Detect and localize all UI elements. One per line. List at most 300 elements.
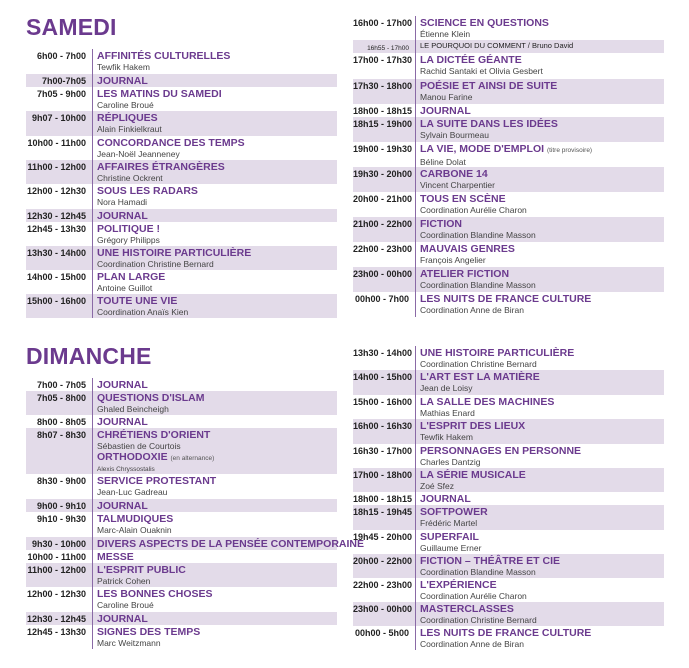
program-title-text: SOUS LES RADARS [97,185,198,197]
program-title [97,551,337,563]
program-info [415,505,664,530]
program-host: Coordination Christine Bernard [420,359,537,369]
time-slot: 15h00 - 16h00 [26,296,86,306]
program-note: (titre provisoire) [546,147,593,154]
program-title-text: L'ESPRIT PUBLIC [97,564,186,576]
program-host: Antoine Guillot [97,283,153,293]
program-title [97,50,337,62]
schedule-row [26,415,337,428]
time-slot: 12h45 - 13h30 [26,627,86,637]
program-info [92,474,337,499]
schedule-row [353,505,664,530]
program-host: Étienne Klein [420,29,471,39]
schedule-row [26,294,337,318]
program-host: Vincent Charpentier [420,180,495,190]
program-host: Charles Dantzig [420,457,481,467]
program-info [92,587,337,612]
program-info [92,270,337,294]
program-info [92,391,337,415]
schedule-row [26,160,337,184]
program-title [420,396,664,408]
program-host: Ghaled Beincheigh [97,404,169,414]
program-title-text: SUPERFAIL [420,531,479,543]
program-title-text: LES NUITS DE FRANCE CULTURE [420,627,592,639]
program-title-text: JOURNAL [97,210,148,222]
time-slot: 19h30 - 20h00 [353,169,413,179]
program-info [92,563,337,587]
schedule-row [353,530,664,554]
samedi-column-right [353,16,664,317]
time-slot: 7h00 - 7h05 [36,380,86,390]
schedule-row [353,117,664,142]
program-info [92,246,337,270]
program-host: Coordination Anne de Biran [420,305,524,315]
program-title [97,429,337,441]
program-info [415,16,664,40]
program-host: Jean de Loisy [420,383,473,393]
time-slot: 18h00 - 18h15 [353,494,413,504]
program-title [420,445,664,457]
program-title [97,247,337,259]
schedule-row [26,512,337,537]
program-title [97,564,337,576]
program-title [420,54,664,66]
samedi-title: SAMEDI [26,14,117,40]
time-slot: 15h00 - 16h00 [353,397,413,407]
program-host: Caroline Broué [97,100,154,110]
program-title [420,143,664,157]
program-info [415,602,664,626]
program-title-text: LES NUITS DE FRANCE CULTURE [420,293,592,305]
program-title [97,75,337,87]
program-title-text: UNE HISTOIRE PARTICULIÈRE [420,347,575,359]
program-host: Christine Ockrent [97,173,163,183]
program-title-text: L'EXPÉRIENCE [420,579,497,591]
program-title-text: DIVERS ASPECTS DE LA PENSÉE CONTEMPORAINE [97,538,365,550]
program-info [415,492,664,505]
schedule-row [26,209,337,222]
schedule-row [353,602,664,626]
program-info [415,217,664,242]
program-title-text: LA SÉRIE MUSICALE [420,469,526,481]
program-title [420,243,664,255]
schedule-row [353,16,664,40]
program-host: Tewfik Hakem [97,62,150,72]
time-slot: 22h00 - 23h00 [353,580,413,590]
schedule-row [353,626,664,650]
schedule-row [353,40,664,53]
schedule-row [26,474,337,499]
schedule-row [353,492,664,505]
program-info [92,428,337,474]
program-title [97,538,365,550]
program-title [420,627,664,639]
program-info [415,40,664,53]
program-title [97,513,337,525]
program-title [97,379,337,391]
program-host: Caroline Broué [97,600,154,610]
program-title [420,579,664,591]
program-host: Tewfik Hakem [420,432,473,442]
samedi-column-left [26,49,337,318]
program-host: Grégory Philipps [97,235,160,245]
time-slot: 14h00 - 15h00 [353,372,413,382]
time-slot: 17h00 - 18h00 [353,470,413,480]
program-title-text: LA SUITE DANS LES IDÉES [420,118,558,130]
program-title-text: JOURNAL [97,613,148,625]
time-slot: 16h00 - 17h00 [353,18,413,28]
schedule-row [26,563,337,587]
program-host: Marc-Alain Ouaknin [97,525,172,535]
program-info [415,117,664,142]
program-title-text: LA SALLE DES MACHINES [420,396,555,408]
program-info [92,222,337,246]
time-slot: 23h00 - 00h00 [353,604,413,614]
program-title [97,295,337,307]
program-title-alt [97,451,337,465]
program-title [420,105,664,117]
program-info [415,395,664,419]
program-host: Jean-Luc Gadreau [97,487,168,497]
schedule-row [26,74,337,87]
program-host: Frédéric Martel [420,518,478,528]
schedule-row [26,184,337,209]
program-title [97,88,337,100]
program-info [415,292,664,317]
dimanche-column-right [353,346,664,650]
program-title [97,416,337,428]
program-host: Manou Farine [420,92,473,102]
program-host: Sébastien de Courtois [97,441,181,451]
time-slot: 18h15 - 19h45 [353,507,413,517]
schedule-row [26,222,337,246]
program-host: Patrick Cohen [97,576,151,586]
program-info [92,499,337,512]
schedule-row [26,378,337,391]
program-title-text: LE POURQUOI DU COMMENT / Bruno David [420,41,574,50]
program-info [415,626,664,650]
program-title-text: RÉPLIQUES [97,112,158,124]
program-info [415,53,664,79]
program-host: Mathias Enard [420,408,475,418]
program-title-text: JOURNAL [420,493,471,505]
program-title-text: CARBONE 14 [420,168,488,180]
program-title-text: ATELIER FICTION [420,268,510,280]
time-slot: 20h00 - 21h00 [353,194,413,204]
program-title [97,588,337,600]
program-title-text: L'ART EST LA MATIÈRE [420,371,540,383]
program-title-text: AFFINITÉS CULTURELLES [97,50,231,62]
program-host: Alain Finkielkraut [97,124,162,134]
program-title-text: SOFTPOWER [420,506,488,518]
program-host: Coordination Blandine Masson [420,280,536,290]
program-title [97,475,337,487]
schedule-row [353,242,664,267]
program-info [415,242,664,267]
time-slot: 21h00 - 22h00 [353,219,413,229]
time-slot: 13h30 - 14h00 [26,248,86,258]
program-title-text: SERVICE PROTESTANT [97,475,217,487]
program-host: Coordination Blandine Masson [420,567,536,577]
program-host: Sylvain Bourmeau [420,130,489,140]
time-slot: 13h30 - 14h00 [353,348,413,358]
program-title-text: FICTION [420,218,462,230]
schedule-row [26,87,337,111]
time-slot: 16h30 - 17h00 [353,446,413,456]
program-info [92,87,337,111]
program-title-text: MASTERCLASSES [420,603,514,615]
program-title-text: LES BONNES CHOSES [97,588,213,600]
program-info [92,184,337,209]
program-title [420,493,664,505]
program-info [92,49,337,74]
program-host: François Angelier [420,255,486,265]
program-info [92,512,337,537]
program-title-text: POÉSIE ET AINSI DE SUITE [420,80,558,92]
program-info [92,136,337,160]
schedule-row [353,468,664,492]
schedule-row [353,104,664,117]
program-title-text: LES MATINS DU SAMEDI [97,88,222,100]
program-title-text: PERSONNAGES EN PERSONNE [420,445,582,457]
time-slot: 8h07 - 8h30 [36,430,86,440]
program-info [92,625,337,649]
program-title [97,613,337,625]
schedule-row [353,53,664,79]
program-title-text: JOURNAL [420,105,471,117]
program-title-text: LA DICTÉE GÉANTE [420,54,522,66]
schedule-row [353,142,664,167]
time-slot: 6h00 - 7h00 [36,51,86,61]
program-title [420,420,664,432]
program-host: Coordination Anne de Biran [420,639,524,649]
time-slot: 12h30 - 12h45 [26,211,86,221]
program-host-alt: Alexis Chryssostalis [97,466,155,473]
program-info [415,468,664,492]
program-title-text: FICTION – THÉÂTRE ET CIE [420,555,561,567]
program-title [97,626,337,638]
schedule-row [26,537,365,550]
program-info [92,378,337,391]
program-title-text: LA VIE, MODE D'EMPLOI [420,143,545,155]
time-slot: 12h00 - 12h30 [26,589,86,599]
time-slot: 10h00 - 11h00 [27,138,86,148]
program-title [97,112,337,124]
schedule-row [26,428,337,474]
schedule-row [353,346,664,370]
program-title [420,293,664,305]
program-title [420,80,664,92]
time-slot: 8h30 - 9h00 [36,476,86,486]
schedule-row [26,136,337,160]
time-slot: 12h45 - 13h30 [26,224,86,234]
schedule-row [353,395,664,419]
time-slot: 7h00-7h05 [41,76,86,86]
program-title-text: CONCORDANCE DES TEMPS [97,137,245,149]
schedule-row [353,79,664,104]
schedule-row [26,49,337,74]
schedule-row [353,444,664,468]
program-host: Guillaume Erner [420,543,482,553]
program-title-text: POLITIQUE ! [97,223,160,235]
program-title-text: AFFAIRES ÉTRANGÈRES [97,161,225,173]
time-slot: 19h00 - 19h30 [353,144,413,154]
program-host: Nora Hamadi [97,197,148,207]
schedule-row [353,370,664,395]
program-host: Zoé Sfez [420,481,455,491]
time-slot: 14h00 - 15h00 [26,272,86,282]
time-slot: 10h00 - 11h00 [27,552,86,562]
program-host: Coordination Aurélie Charon [420,591,527,601]
time-slot: 00h00 - 7h00 [354,294,409,304]
program-title [420,469,664,481]
schedule-row [353,419,664,444]
program-info [92,294,337,318]
time-slot: 20h00 - 22h00 [353,556,413,566]
program-title [97,161,337,173]
time-slot: 9h10 - 9h30 [36,514,86,524]
program-title [97,271,337,283]
dimanche-column-left [26,378,365,649]
time-slot: 22h00 - 23h00 [353,244,413,254]
program-info [415,79,664,104]
time-slot: 9h07 - 10h00 [31,113,86,123]
program-host: Coordination Blandine Masson [420,230,536,240]
program-title-text: SCIENCE EN QUESTIONS [420,17,549,29]
program-info [92,537,365,550]
program-title [420,17,664,29]
schedule-row [26,499,337,512]
time-slot: 7h05 - 8h00 [36,393,86,403]
program-title-text: TOUS EN SCÈNE [420,193,506,205]
program-title-text: JOURNAL [97,500,148,512]
schedule-row [26,111,337,136]
program-host: Coordination Aurélie Charon [420,205,527,215]
program-title-text: JOURNAL [97,416,148,428]
program-info [92,415,337,428]
program-title [420,218,664,230]
program-title [420,555,664,567]
program-title-text: CHRÉTIENS D'ORIENT [97,429,211,441]
program-title-text: TOUTE UNE VIE [97,295,178,307]
program-info [415,267,664,292]
program-title [420,603,664,615]
program-info [415,444,664,468]
program-host: Coordination Christine Bernard [97,259,214,269]
time-slot: 9h30 - 10h00 [31,539,86,549]
program-title [97,185,337,197]
program-info [92,550,337,563]
program-host: Rachid Santaki et Olivia Gesbert [420,66,543,76]
program-title-text: MESSE [97,551,134,563]
program-title [420,347,664,359]
schedule-row [353,554,664,578]
time-slot: 7h05 - 9h00 [36,89,86,99]
program-title [420,531,664,543]
schedule-row [26,625,337,649]
time-slot: 8h00 - 8h05 [36,417,86,427]
program-title-text: L'ESPRIT DES LIEUX [420,420,526,432]
time-slot: 19h45 - 20h00 [353,532,413,542]
program-info [415,142,664,167]
program-host: Marc Weitzmann [97,638,161,648]
program-info [92,160,337,184]
time-slot: 12h30 - 12h45 [26,614,86,624]
schedule-row [353,267,664,292]
program-title [420,193,664,205]
time-slot: 11h00 - 12h00 [27,565,86,575]
schedule-row [26,270,337,294]
program-title-text: TALMUDIQUES [97,513,174,525]
schedule-row [26,391,337,415]
dimanche-title: DIMANCHE [26,343,152,369]
program-title [97,500,337,512]
time-slot: 00h00 - 5h00 [354,628,409,638]
program-title-text: UNE HISTOIRE PARTICULIÈRE [97,247,252,259]
schedule-row [26,246,337,270]
program-info [415,578,664,602]
program-title [97,223,337,235]
program-title-alt-text: ORTHODOXIE [97,451,168,463]
program-host: Coordination Christine Bernard [420,615,537,625]
schedule-row [353,217,664,242]
program-title [97,137,337,149]
program-title [420,268,664,280]
time-slot: 17h30 - 18h00 [353,81,413,91]
program-title [420,168,664,180]
program-host: Béline Dolat [420,157,466,167]
time-slot: 12h00 - 12h30 [26,186,86,196]
program-host: Coordination Anaïs Kien [97,307,189,317]
schedule-row [26,612,337,625]
program-info [415,554,664,578]
time-slot: 18h15 - 19h00 [353,119,413,129]
program-info [415,419,664,444]
schedule-row [26,550,337,563]
time-slot: 17h00 - 17h30 [353,55,413,65]
program-title-text: MAUVAIS GENRES [420,243,515,255]
program-title [97,392,337,404]
program-info [415,167,664,192]
program-info [415,530,664,554]
program-note-alt: (en alternance) [170,455,215,462]
program-title [420,41,664,51]
program-title-text: SIGNES DES TEMPS [97,626,201,638]
program-title-text: QUESTIONS D'ISLAM [97,392,205,404]
program-info [92,111,337,136]
time-slot: 11h00 - 12h00 [27,162,86,172]
time-slot: 16h55 - 17h00 [367,45,409,52]
schedule-row [353,578,664,602]
program-title [420,506,664,518]
program-info [415,104,664,117]
program-info [415,370,664,395]
time-slot: 23h00 - 00h00 [353,269,413,279]
schedule-row [353,192,664,217]
program-title-text: JOURNAL [97,379,148,391]
program-host: Jean-Noël Jeanneney [97,149,180,159]
program-title-text: PLAN LARGE [97,271,166,283]
program-info [92,209,337,222]
schedule-row [26,587,337,612]
program-info [92,612,337,625]
program-info [92,74,337,87]
program-info [415,346,664,370]
program-title [420,371,664,383]
time-slot: 18h00 - 18h15 [353,106,413,116]
program-title-text: JOURNAL [97,75,148,87]
time-slot: 9h00 - 9h10 [36,501,86,511]
